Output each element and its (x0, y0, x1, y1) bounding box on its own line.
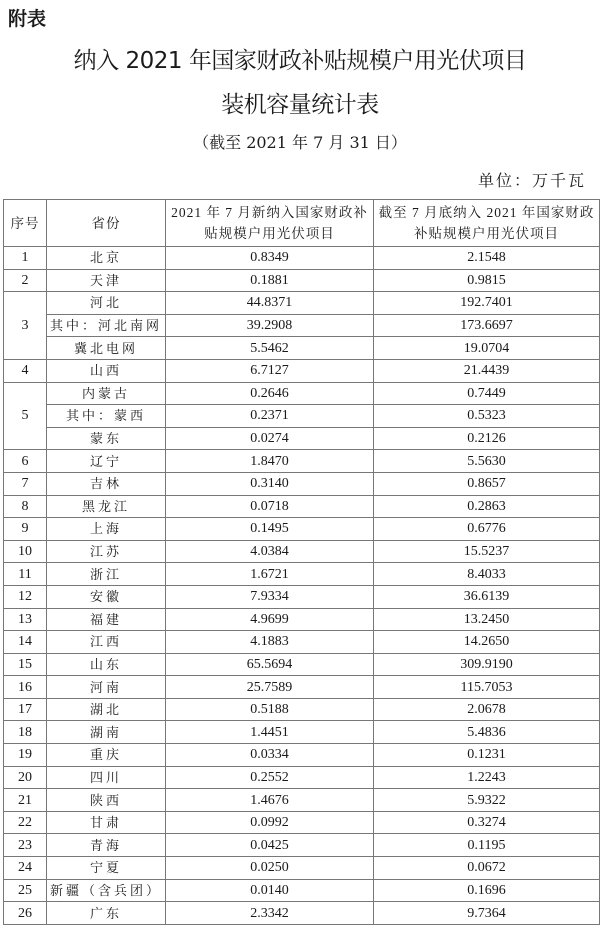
july-new-value: 1.8470 (166, 450, 374, 473)
row-number: 1 (4, 247, 47, 270)
table-row (4, 269, 600, 292)
row-number: 15 (4, 653, 47, 676)
cumulative-value: 14.2650 (374, 631, 600, 654)
cumulative-value: 0.6776 (374, 518, 600, 541)
province-cell: 宁夏 (47, 857, 166, 880)
cumulative-value: 1.2243 (374, 766, 600, 789)
province-cell: 福建 (47, 608, 166, 631)
table-row (4, 766, 600, 789)
row-number: 16 (4, 676, 47, 699)
cumulative-value: 0.2863 (374, 495, 600, 518)
table-row (4, 811, 600, 834)
july-new-value: 0.0250 (166, 857, 374, 880)
july-new-value: 0.0992 (166, 811, 374, 834)
july-new-value: 0.3140 (166, 472, 374, 495)
cumulative-value: 21.4439 (374, 359, 600, 382)
province-cell: 安徽 (47, 585, 166, 608)
cumulative-value: 2.0678 (374, 698, 600, 721)
cumulative-value: 0.1231 (374, 744, 600, 767)
table-row (4, 292, 600, 315)
table-row (4, 857, 600, 880)
row-number: 20 (4, 766, 47, 789)
row-number: 19 (4, 744, 47, 767)
cumulative-value: 0.1195 (374, 834, 600, 857)
province-cell: 四川 (47, 766, 166, 789)
row-number: 9 (4, 518, 47, 541)
table-row (4, 495, 600, 518)
row-number: 13 (4, 608, 47, 631)
row-number: 23 (4, 834, 47, 857)
table-row (4, 359, 600, 382)
row-number: 14 (4, 631, 47, 654)
province-cell: 上海 (47, 518, 166, 541)
july-new-value: 25.7589 (166, 676, 374, 699)
july-new-value: 4.9699 (166, 608, 374, 631)
province-cell: 湖南 (47, 721, 166, 744)
province-cell: 江西 (47, 631, 166, 654)
july-new-value: 5.5462 (166, 337, 374, 360)
july-new-value: 0.0425 (166, 834, 374, 857)
cumulative-value: 309.9190 (374, 653, 600, 676)
cumulative-value: 5.9322 (374, 789, 600, 812)
row-number: 12 (4, 585, 47, 608)
july-new-value: 0.0334 (166, 744, 374, 767)
table-row (4, 676, 600, 699)
row-number: 21 (4, 789, 47, 812)
province-cell: 浙江 (47, 563, 166, 586)
cumulative-value: 173.6697 (374, 314, 600, 337)
july-new-value: 6.7127 (166, 359, 374, 382)
july-new-value: 0.2646 (166, 382, 374, 405)
row-number: 17 (4, 698, 47, 721)
table-row (4, 427, 600, 450)
province-cell: 山东 (47, 653, 166, 676)
table-row (4, 744, 600, 767)
province-cell: 蒙东 (47, 427, 166, 450)
table-row (4, 902, 600, 925)
row-number: 11 (4, 563, 47, 586)
row-number: 24 (4, 857, 47, 880)
unit-label: 单位：万千瓦 (477, 171, 586, 190)
july-new-value: 0.5188 (166, 698, 374, 721)
july-new-value: 65.5694 (166, 653, 374, 676)
cumulative-value: 0.1696 (374, 879, 600, 902)
province-cell: 山西 (47, 359, 166, 382)
appendix-label: 附表 (8, 8, 47, 30)
table-row (4, 653, 600, 676)
province-cell: 湖北 (47, 698, 166, 721)
header-province: 省份 (47, 200, 166, 247)
province-cell: 内蒙古 (47, 382, 166, 405)
row-number: 18 (4, 721, 47, 744)
cumulative-value: 0.2126 (374, 427, 600, 450)
date-subtitle: （截至 2021 年 7 月 31 日） (193, 133, 407, 152)
province-cell: 青海 (47, 834, 166, 857)
july-new-value: 44.8371 (166, 292, 374, 315)
table-row (4, 631, 600, 654)
province-cell: 河北 (47, 292, 166, 315)
row-number: 4 (4, 359, 47, 382)
table-row (4, 879, 600, 902)
province-cell: 黑龙江 (47, 495, 166, 518)
row-number: 22 (4, 811, 47, 834)
table-row (4, 337, 600, 360)
july-new-value: 4.1883 (166, 631, 374, 654)
cumulative-value: 115.7053 (374, 676, 600, 699)
province-cell: 其中：蒙西 (47, 405, 166, 428)
table-row (4, 382, 600, 405)
capacity-statistics-table (3, 199, 600, 925)
row-number: 2 (4, 269, 47, 292)
document-title-line2: 装机容量统计表 (221, 92, 379, 118)
table-row (4, 721, 600, 744)
province-cell: 陕西 (47, 789, 166, 812)
july-new-value: 1.6721 (166, 563, 374, 586)
cumulative-value: 5.4836 (374, 721, 600, 744)
province-cell: 广东 (47, 902, 166, 925)
cumulative-value: 2.1548 (374, 247, 600, 270)
table-row (4, 563, 600, 586)
cumulative-value: 8.4033 (374, 563, 600, 586)
province-cell: 其中：河北南网 (47, 314, 166, 337)
cumulative-value: 13.2450 (374, 608, 600, 631)
row-number: 3 (4, 292, 47, 360)
table-header-row (4, 200, 600, 247)
row-number: 25 (4, 879, 47, 902)
header-no: 序号 (4, 200, 47, 247)
cumulative-value: 0.8657 (374, 472, 600, 495)
cumulative-value: 192.7401 (374, 292, 600, 315)
table-row (4, 314, 600, 337)
row-number: 5 (4, 382, 47, 450)
cumulative-value: 36.6139 (374, 585, 600, 608)
july-new-value: 0.0140 (166, 879, 374, 902)
table-row (4, 540, 600, 563)
july-new-value: 1.4676 (166, 789, 374, 812)
cumulative-value: 5.5630 (374, 450, 600, 473)
cumulative-value: 0.0672 (374, 857, 600, 880)
row-number: 7 (4, 472, 47, 495)
province-cell: 辽宁 (47, 450, 166, 473)
header-cumulative: 截至 7 月底纳入 2021 年国家财政补贴规模户用光伏项目 (374, 200, 600, 247)
july-new-value: 0.2371 (166, 405, 374, 428)
document-title-line1: 纳入 2021 年国家财政补贴规模户用光伏项目 (73, 48, 527, 74)
row-number: 10 (4, 540, 47, 563)
row-number: 8 (4, 495, 47, 518)
july-new-value: 4.0384 (166, 540, 374, 563)
row-number: 26 (4, 902, 47, 925)
cumulative-value: 0.9815 (374, 269, 600, 292)
july-new-value: 0.1881 (166, 269, 374, 292)
table-row (4, 789, 600, 812)
table-row (4, 698, 600, 721)
cumulative-value: 9.7364 (374, 902, 600, 925)
province-cell: 北京 (47, 247, 166, 270)
table-row (4, 247, 600, 270)
province-cell: 天津 (47, 269, 166, 292)
july-new-value: 0.0274 (166, 427, 374, 450)
table-row (4, 518, 600, 541)
cumulative-value: 19.0704 (374, 337, 600, 360)
province-cell: 新疆（含兵团） (47, 879, 166, 902)
province-cell: 重庆 (47, 744, 166, 767)
province-cell: 甘肃 (47, 811, 166, 834)
july-new-value: 1.4451 (166, 721, 374, 744)
july-new-value: 0.2552 (166, 766, 374, 789)
province-cell: 吉林 (47, 472, 166, 495)
province-cell: 冀北电网 (47, 337, 166, 360)
july-new-value: 7.9334 (166, 585, 374, 608)
cumulative-value: 0.5323 (374, 405, 600, 428)
table-row (4, 608, 600, 631)
july-new-value: 2.3342 (166, 902, 374, 925)
table-row (4, 450, 600, 473)
row-number: 6 (4, 450, 47, 473)
province-cell: 江苏 (47, 540, 166, 563)
july-new-value: 0.8349 (166, 247, 374, 270)
province-cell: 河南 (47, 676, 166, 699)
cumulative-value: 15.5237 (374, 540, 600, 563)
table-row (4, 405, 600, 428)
july-new-value: 0.0718 (166, 495, 374, 518)
table-row (4, 834, 600, 857)
header-july-new: 2021 年 7 月新纳入国家财政补贴规模户用光伏项目 (166, 200, 374, 247)
cumulative-value: 0.7449 (374, 382, 600, 405)
table-row (4, 585, 600, 608)
cumulative-value: 0.3274 (374, 811, 600, 834)
july-new-value: 0.1495 (166, 518, 374, 541)
table-row (4, 472, 600, 495)
july-new-value: 39.2908 (166, 314, 374, 337)
